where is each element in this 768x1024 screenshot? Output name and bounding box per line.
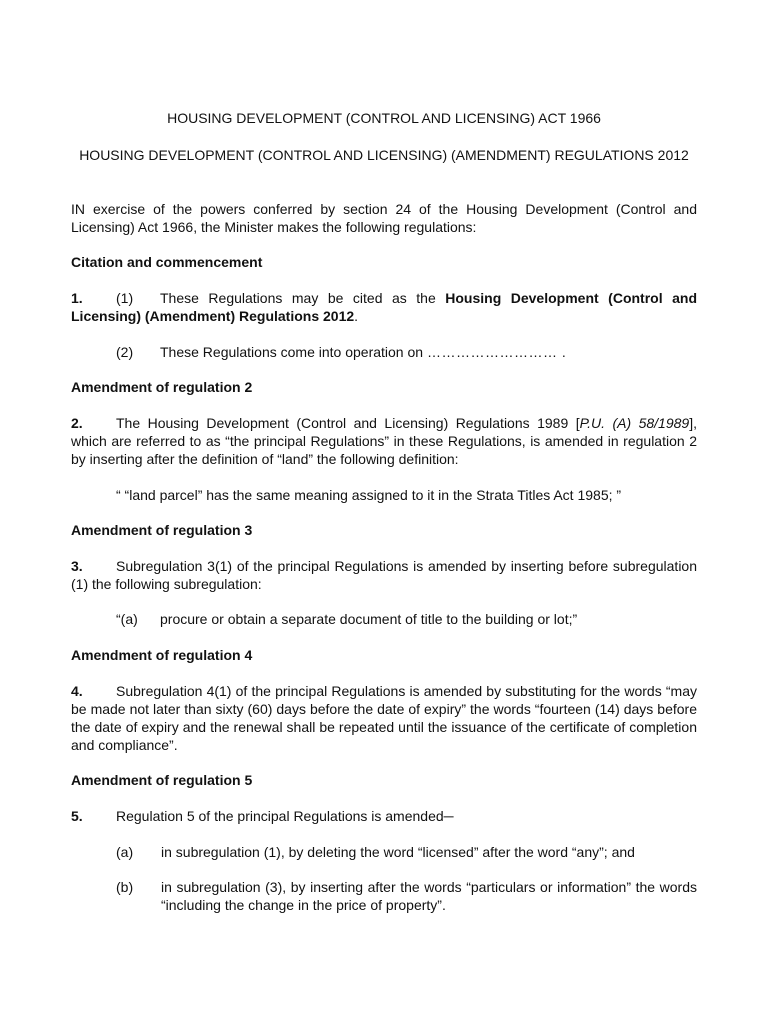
heading-regulation-2: Amendment of regulation 2: [71, 379, 253, 395]
section-3-text: [71, 557, 697, 593]
item-text: in subregulation (3), by inserting after the words “particulars or information” the words “including the change in the price of property”.: [161, 879, 697, 913]
section-text-part: Subregulation 3(1) of the principal Regulations is amended by inserting before subregulation (1) the following subregulation:: [71, 558, 697, 592]
heading-regulation-5: Amendment of regulation 5: [71, 772, 253, 788]
regulations-short-title: Housing Development (Control and Licensing) (Amendment) Regulations 2012: [71, 290, 697, 324]
section-4-text: [71, 682, 697, 754]
period: .: [354, 308, 359, 324]
section-number: 4.: [71, 683, 83, 699]
heading-regulation-3: Amendment of regulation 3: [71, 522, 253, 538]
item-label: (a): [116, 844, 134, 860]
item-text: in subregulation (1), by deleting the word “licensed” after the word “any”; and: [161, 844, 635, 860]
regulations-title: HOUSING DEVELOPMENT (CONTROL AND LICENSING) (AMENDMENT) REGULATIONS 2012: [79, 147, 689, 163]
heading-regulation-4: Amendment of regulation 4: [71, 647, 253, 663]
subsection-text: These Regulations may be cited as the: [160, 290, 446, 306]
section-number: 5.: [71, 808, 83, 824]
section-1-sub-2: [116, 343, 697, 361]
section-5-text: [71, 807, 697, 825]
citation-reference: P.U. (A) 58/1989: [579, 415, 690, 431]
section-2-text: [71, 414, 697, 468]
section-text-part: Regulation 5 of the principal Regulations is amended─: [116, 808, 454, 824]
preamble: IN exercise of the powers conferred by section 24 of the Housing Development (Control and Licensing) Act 1966, the Minister makes the following regulations:: [71, 201, 697, 235]
item-label: (b): [116, 879, 134, 895]
section-5-item-b: [116, 878, 697, 914]
section-1-sub-1: [71, 289, 697, 325]
subsection-label: (1): [116, 290, 134, 306]
subsection-label: (2): [116, 344, 134, 360]
section-number: 3.: [71, 558, 83, 574]
item-text: procure or obtain a separate document of title to the building or lot;”: [160, 611, 578, 627]
section-text-part: Subregulation 4(1) of the principal Regulations is amended by substituting for the words “may be made not later than sixty (60) days before the date of expiry” the words “fourteen (14) days before the date of expiry and the renewal shall be repeated until the issuance of the certificate of completion and compliance”.: [71, 683, 697, 753]
act-title: HOUSING DEVELOPMENT (CONTROL AND LICENSING) ACT 1966: [167, 110, 601, 126]
section-number: 2.: [71, 415, 83, 431]
heading-citation: Citation and commencement: [71, 254, 263, 270]
section-text-part: The Housing Development (Control and Licensing) Regulations 1989 [: [116, 415, 580, 431]
section-text-part: ], which are referred to as “the principal Regulations” in these Regulations, is amended in regulation 2 by inserting after the definition of “land” the following definition:: [71, 415, 697, 467]
item-label: “(a): [116, 611, 138, 627]
section-3-quote: [116, 610, 697, 628]
date-placeholder: ……………………… .: [426, 344, 567, 360]
section-5-item-a: [116, 843, 697, 861]
subsection-text: These Regulations come into operation on: [160, 344, 427, 360]
section-2-quote: “ “land parcel” has the same meaning assigned to it in the Strata Titles Act 1985; ”: [116, 487, 622, 503]
section-number: 1.: [71, 290, 83, 306]
